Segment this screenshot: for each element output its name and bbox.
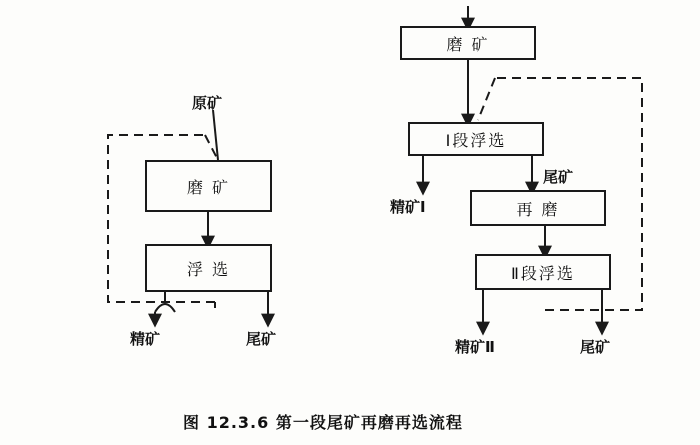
figure-caption: 图 12.3.6 第一段尾矿再磨再选流程 <box>183 413 463 432</box>
left-feed-label: 原矿 <box>192 94 223 112</box>
left-grind-box <box>145 160 272 212</box>
left-tailing-label: 尾矿 <box>246 330 277 348</box>
right-regrind-label: 再 磨 <box>516 199 560 219</box>
final-tailing-label: 尾矿 <box>580 338 611 356</box>
right-grind-box <box>400 26 536 60</box>
concentrate-1-label: 精矿Ⅰ <box>390 198 426 216</box>
right-float-2-box <box>475 254 611 290</box>
concentrate-2-label: 精矿Ⅱ <box>455 338 495 356</box>
right-float-2-label: Ⅱ段浮选 <box>511 263 575 283</box>
right-grind-label: 磨 矿 <box>446 34 490 54</box>
left-concentrate-label: 精矿 <box>130 330 161 348</box>
right-regrind-box <box>470 190 606 226</box>
right-float-1-box <box>408 122 544 156</box>
mid-tailing-label: 尾矿 <box>543 168 574 186</box>
left-float-box <box>145 244 272 292</box>
left-float-label: 浮 选 <box>186 259 231 279</box>
right-float-1-label: Ⅰ段浮选 <box>445 130 507 150</box>
left-grind-label: 磨 矿 <box>186 177 231 197</box>
